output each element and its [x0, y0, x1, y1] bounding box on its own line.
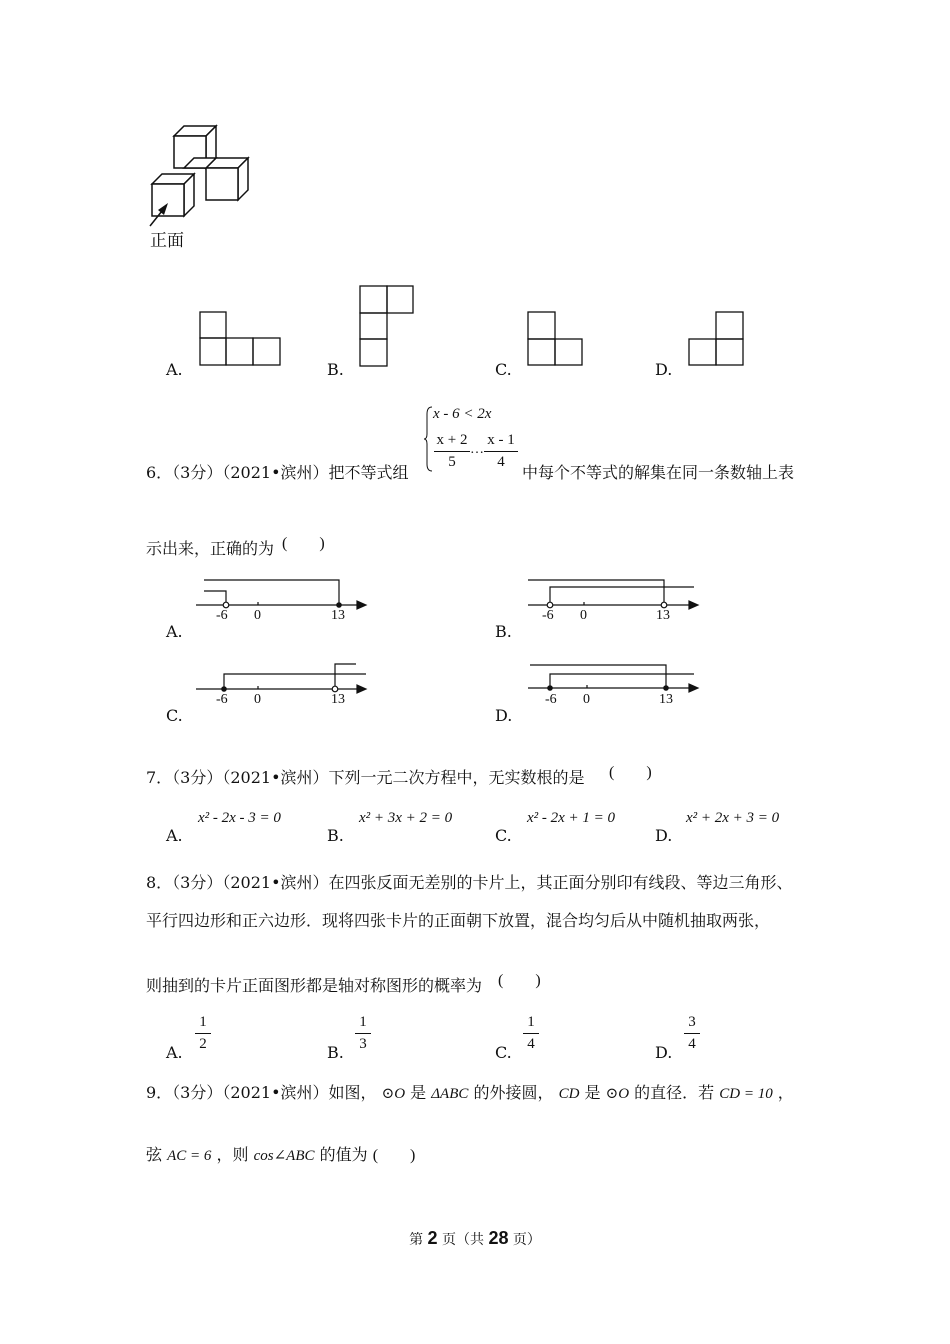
q9-chord: 弦	[146, 1145, 163, 1164]
q8-b-den: 3	[359, 1036, 367, 1052]
q6-d-tick-neg6: -6	[545, 692, 557, 707]
q9-cd: CD	[558, 1086, 580, 1102]
footer-page-number: 2	[427, 1228, 438, 1248]
q9-t6: ，则	[216, 1145, 249, 1164]
q6-fraction-1	[434, 432, 470, 471]
footer-total-pages: 28	[488, 1228, 509, 1248]
q5-option-d-figure[interactable]	[688, 311, 746, 367]
q6-suffix: 中每个不等式的解集在同一条数轴上表	[522, 463, 795, 482]
q9-t2: 的外接圆，	[473, 1083, 554, 1102]
q6-frac2-den: 4	[497, 454, 505, 470]
q8-option-c-label[interactable]: C.	[495, 1043, 512, 1062]
footer-post: 页）	[512, 1232, 541, 1248]
q8-option-b-label[interactable]: B.	[327, 1043, 344, 1062]
q7-option-b-label[interactable]: B.	[327, 826, 344, 845]
q8-line2: 平行四边形和正六边形．现将四张卡片的正面朝下放置，混合均匀后从中随机抽取两张，	[146, 911, 771, 930]
q8-a-den: 2	[199, 1036, 207, 1052]
q7-text: 7．（3分）（2021•滨州）下列一元二次方程中，无实数根的是	[146, 768, 585, 787]
q9-lead: 9．（3分）（2021•滨州）如图，	[146, 1083, 377, 1102]
q7-option-d-label[interactable]: D.	[655, 826, 673, 845]
q6-c-tick-neg6: -6	[216, 692, 228, 707]
q7-option-d-eq[interactable]: x² + 2x + 3 = 0	[686, 810, 780, 826]
q9-t5: ，	[777, 1083, 794, 1102]
q6-fraction-2	[484, 432, 518, 471]
q8-line1: 8．（3分）（2021•滨州）在四张反面无差别的卡片上，其正面分别印有线段、等边三角形、	[146, 873, 793, 892]
q6-d-tick-13: 13	[659, 692, 673, 707]
q6-prefix: 6．（3分）（2021•滨州）把不等式组	[146, 463, 409, 482]
q6-option-b-label[interactable]: B.	[495, 622, 512, 641]
q6-b-tick-neg6: -6	[542, 608, 554, 623]
q7-option-a-eq[interactable]: x² - 2x - 3 = 0	[198, 810, 281, 826]
q8-d-den: 4	[688, 1036, 696, 1052]
q6-inequality-1: x - 6 < 2x	[433, 406, 492, 422]
q8-c-num: 1	[527, 1014, 535, 1030]
q6-b-tick-13: 13	[656, 608, 670, 623]
q9-cd-value: CD = 10	[719, 1086, 773, 1102]
q8-option-a-label[interactable]: A.	[166, 1043, 183, 1062]
q9-triangle-abc: ΔABC	[431, 1086, 469, 1102]
q6-option-a-label[interactable]: A.	[166, 622, 183, 641]
q5-option-c-label[interactable]: C.	[495, 360, 512, 379]
q8-line3: 则抽到的卡片正面图形都是轴对称图形的概率为	[146, 976, 483, 995]
q8-b-num: 1	[359, 1014, 367, 1030]
front-view-label: 正面	[150, 231, 184, 251]
q9-circle-o-2: ⊙O	[605, 1086, 630, 1102]
q7-answer-paren: ( )	[609, 764, 652, 781]
q8-option-d-fraction[interactable]	[684, 1014, 700, 1053]
q8-option-a-fraction[interactable]	[195, 1014, 211, 1053]
q5-option-a-label[interactable]: A.	[166, 360, 183, 379]
q9-answer-paren: ( )	[372, 1147, 416, 1164]
q9-line2	[146, 1142, 415, 1165]
q8-c-den: 4	[527, 1036, 535, 1052]
q7-option-c-eq[interactable]: x² - 2x + 1 = 0	[527, 810, 616, 826]
q5-option-a-figure[interactable]	[199, 311, 281, 367]
q8-option-d-label[interactable]: D.	[655, 1043, 673, 1062]
q6-c-tick-13: 13	[331, 692, 345, 707]
q5-option-c-figure[interactable]	[527, 311, 585, 367]
q9-t3: 是	[584, 1083, 601, 1102]
q8-option-b-fraction[interactable]	[355, 1014, 371, 1053]
q7-option-b-eq[interactable]: x² + 3x + 2 = 0	[359, 810, 453, 826]
q6-frac1-num: x + 2	[436, 432, 468, 448]
q6-option-b-numberline[interactable]	[528, 575, 700, 627]
q9-circle-o-1: ⊙O	[381, 1086, 406, 1102]
q8-a-num: 1	[199, 1014, 207, 1030]
q6-a-tick-13: 13	[331, 608, 345, 623]
q7-option-a-label[interactable]: A.	[166, 826, 183, 845]
q6-b-tick-0: 0	[580, 608, 587, 623]
q6-a-tick-neg6: -6	[216, 608, 228, 623]
q8-d-num: 3	[688, 1014, 696, 1030]
q9-t7: 的值为	[319, 1145, 368, 1164]
footer-mid: 页（共	[441, 1232, 484, 1248]
q6-line2: 示出来，正确的为	[146, 539, 275, 558]
q9-t1: 是	[410, 1083, 427, 1102]
q6-option-c-label[interactable]: C.	[166, 706, 183, 725]
cube-stack-figure	[140, 118, 260, 228]
q9-ac-value: AC = 6	[167, 1148, 212, 1164]
q6-frac2-num: x - 1	[487, 432, 515, 448]
q6-a-tick-0: 0	[254, 608, 261, 623]
q5-option-b-label[interactable]: B.	[327, 360, 344, 379]
q6-frac1-den: 5	[448, 454, 456, 470]
q7-option-c-label[interactable]: C.	[495, 826, 512, 845]
q8-option-c-fraction[interactable]	[523, 1014, 539, 1053]
q5-option-b-figure[interactable]	[359, 285, 415, 367]
q5-option-d-label[interactable]: D.	[655, 360, 673, 379]
q6-relation: …	[470, 442, 484, 457]
q9-t4: 的直径．若	[634, 1083, 715, 1102]
q6-answer-paren: ( )	[282, 535, 325, 552]
q6-option-d-label[interactable]: D.	[495, 706, 513, 725]
q9-cos-abc: cos∠ABC	[253, 1148, 315, 1164]
q8-answer-paren: ( )	[498, 972, 541, 989]
page-footer	[0, 1228, 950, 1249]
q6-c-tick-0: 0	[254, 692, 261, 707]
footer-pre: 第	[409, 1232, 424, 1248]
q6-d-tick-0: 0	[583, 692, 590, 707]
q9-line1	[146, 1080, 794, 1103]
